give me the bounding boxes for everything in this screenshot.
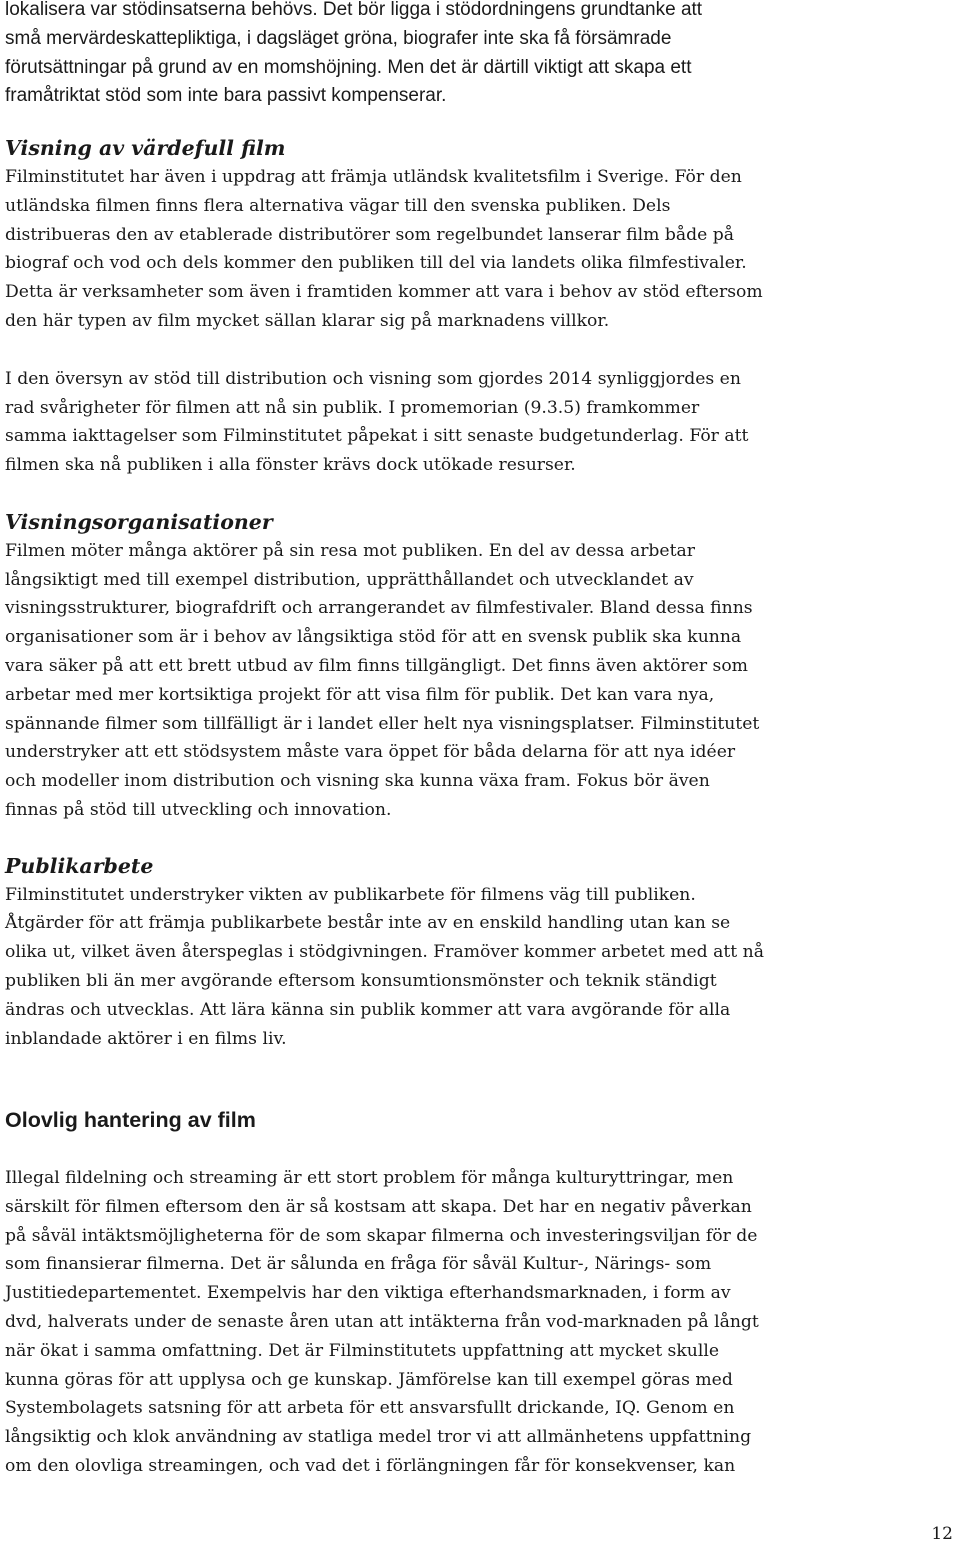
section-olovlig-hantering — [5, 1106, 950, 1481]
intro-line: små mervärdeskattepliktiga, i dagsläget gröna, biografer inte ska få försämrade — [5, 27, 672, 49]
paragraph-line: filmen ska nå publiken i alla fönster krävs dock utökade resurser. — [5, 455, 576, 476]
intro-line: framåtriktat stöd som inte bara passivt kompenserar. — [5, 85, 447, 107]
paragraph-line: biograf och vod och dels kommer den publiken till del via landets olika filmfestivaler. — [5, 253, 747, 274]
paragraph-line: publiken bli än mer avgörande eftersom konsumtionsmönster och teknik ständigt — [5, 970, 717, 991]
section-visningsorganisationer — [5, 508, 950, 825]
paragraph-line: samma iakttagelser som Filminstitutet påpekat i sitt senaste budgetunderlag. För att — [5, 426, 749, 447]
paragraph-line: visningsstrukturer, biografdrift och arrangerandet av filmfestivaler. Bland dessa finns — [5, 598, 753, 619]
paragraph-line: långsiktig och klok användning av statliga medel tror vi att allmänhetens uppfattning — [5, 1427, 752, 1448]
paragraph-line: inblandade aktörer i en films liv. — [5, 1028, 287, 1049]
document-page — [5, 0, 950, 1481]
paragraph-line: olika ut, vilket även återspeglas i stödgivningen. Framöver kommer arbetet med att nå — [5, 942, 764, 963]
paragraph-line: distribueras den av etablerade distributörer som regelbundet lanserar film både på — [5, 224, 734, 245]
paragraph-line: och modeller inom distribution och visning ska kunna växa fram. Fokus bör även — [5, 771, 710, 792]
paragraph-line: ändras och utvecklas. Att lära känna sin publik kommer att vara avgörande för alla — [5, 999, 731, 1020]
paragraph-line: kunna göras för att upplysa och ge kunskap. Jämförelse kan till exempel göras med — [5, 1369, 733, 1390]
main-section-heading: Olovlig hantering av film — [5, 1108, 256, 1133]
paragraph-line: när ökat i samma omfattning. Det är Filminstitutets uppfattning att mycket skulle — [5, 1340, 720, 1361]
paragraph-line: Filminstitutet understryker vikten av publikarbete för filmens väg till publiken. — [5, 884, 696, 905]
section-heading: Visningsorganisationer — [5, 509, 273, 534]
paragraph — [5, 163, 950, 336]
paragraph-line: Filminstitutet har även i uppdrag att främja utländsk kvalitetsfilm i Sverige. För den — [5, 166, 742, 187]
intro-line: förutsättningar på grund av en momshöjning. Men det är därtill viktigt att skapa ett — [5, 56, 692, 78]
paragraph-line: spännande filmer som tillfälligt är i landet eller helt nya visningsplatser. Filminstitutet — [5, 713, 760, 734]
page-number: 12 — [931, 1524, 953, 1544]
section-heading: Publikarbete — [5, 853, 154, 878]
intro-line: lokalisera var stödinsatserna behövs. Det bör ligga i stödordningens grundtanke att — [5, 0, 703, 20]
paragraph-line: på såväl intäktsmöjligheterna för de som skapar filmerna och investeringsviljan för de — [5, 1225, 758, 1246]
paragraph-line: understryker att ett stödsystem måste vara öppet för båda delarna för att nya idéer — [5, 742, 736, 763]
paragraph-line: om den olovliga streamingen, och vad det i förlängningen får för konsekvenser, kan — [5, 1456, 736, 1477]
paragraph-line: rad svårigheter för filmen att nå sin publik. I promemorian (9.3.5) framkommer — [5, 397, 700, 418]
paragraph-line: Justitiedepartementet. Exempelvis har den viktiga efterhandsmarknaden, i form av — [5, 1283, 731, 1304]
paragraph — [5, 537, 950, 825]
paragraph-line: Systembolagets satsning för att arbeta för ett ansvarsfullt drickande, IQ. Genom en — [5, 1398, 735, 1419]
paragraph — [5, 1164, 950, 1481]
paragraph-line: dvd, halverats under de senaste åren utan att intäkterna från vod-marknaden på långt — [5, 1312, 759, 1333]
paragraph-line: vara säker på att ett brett utbud av film finns tillgängligt. Det finns även aktörer som — [5, 655, 748, 676]
paragraph-line: organisationer som är i behov av långsiktiga stöd för att en svensk publik ska kunna — [5, 627, 742, 648]
paragraph-line: långsiktigt med till exempel distribution, upprätthållandet och utvecklandet av — [5, 569, 694, 590]
paragraph-line: som finansierar filmerna. Det är sålunda en fråga för såväl Kultur-, Närings- som — [5, 1254, 712, 1275]
section-visning — [5, 134, 950, 480]
paragraph-line: Detta är verksamheter som även i framtiden kommer att vara i behov av stöd eftersom — [5, 282, 763, 303]
section-heading: Visning av värdefull film — [5, 136, 286, 161]
paragraph-line: finnas på stöd till utveckling och innovation. — [5, 799, 392, 820]
paragraph-line: I den översyn av stöd till distribution och visning som gjordes 2014 synliggjordes en — [5, 368, 741, 389]
paragraph-line: arbetar med mer kortsiktiga projekt för att visa film för publik. Det kan vara nya, — [5, 684, 715, 705]
paragraph-line: utländska filmen finns flera alternativa vägar till den svenska publiken. Dels — [5, 195, 671, 216]
paragraph-line: särskilt för filmen eftersom den är så kostsam att skapa. Det har en negativ påverkan — [5, 1196, 752, 1217]
paragraph-line: den här typen av film mycket sällan klarar sig på marknadens villkor. — [5, 310, 610, 331]
section-publikarbete — [5, 852, 950, 1054]
intro-paragraph — [5, 0, 950, 111]
paragraph-line: Illegal fildelning och streaming är ett stort problem för många kulturyttringar, men — [5, 1168, 734, 1189]
paragraph — [5, 365, 950, 480]
paragraph — [5, 881, 950, 1054]
paragraph-line: Filmen möter många aktörer på sin resa mot publiken. En del av dessa arbetar — [5, 540, 695, 561]
paragraph-line: Åtgärder för att främja publikarbete består inte av en enskild handling utan kan se — [5, 913, 731, 934]
